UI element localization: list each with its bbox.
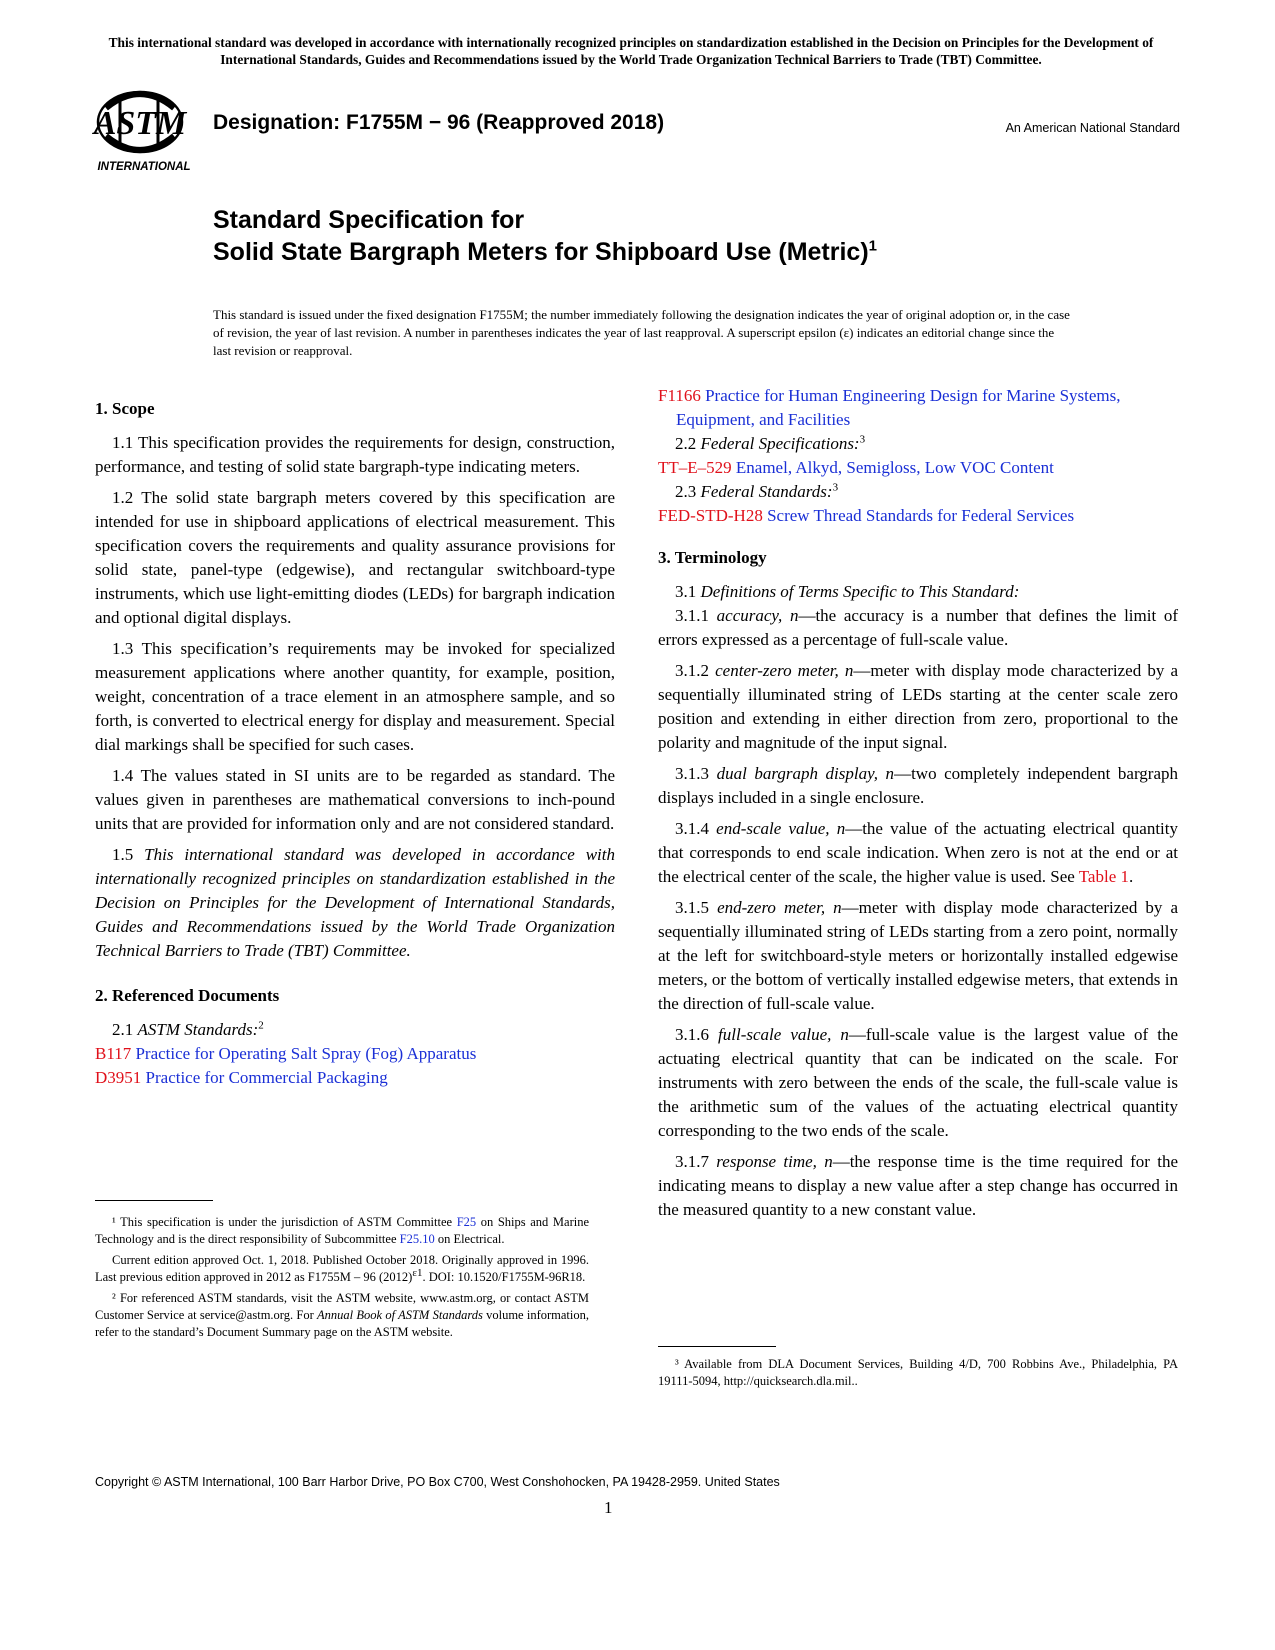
definition-end-zero-meter: 3.1.5 end-zero meter, n—meter with display mode characterized by a sequentially illuminated string of LEDs starting from a zero point, normally at the left for switchboard-style meters or horizontally installed edgewise meters, or the bottom of vertically installed edgewise meters, that extends in the direction of full-scale value. [658, 898, 1179, 1013]
paragraph-1-5: 1.5 This international standard was developed in accordance with internationally recognized principles on standardization established in the Decision on Principles for the Development of International Standards, Guides and Recommendations issued by the World Trade Organization Technical Barriers to Trade (TBT) Committee. [95, 845, 615, 960]
left-column [95, 397, 615, 1090]
footnote-1-edition: Current edition approved Oct. 1, 2018. Published October 2018. Originally approved in 1996. Last previous edition approved in 2012 as F1755M – 96 $(2012)^{\varepsilon 1}$. DOI: 10.1520/F1755M-96R18. [95, 1253, 589, 1284]
logo-text: INTERNATIONAL [97, 161, 191, 173]
federal-specifications-label: 2.2 Federal Specifications:$^3$ [675, 433, 866, 453]
footnote-1: ¹ This specification is under the jurisdiction of ASTM Committee F25 on Ships and Marine Technology and is the direct responsibility of Subcommittee F25.10 on Electrical. [95, 1215, 589, 1246]
paragraph-3-1: 3.1 Definitions of Terms Specific to This Standard: [675, 582, 1020, 601]
american-national-standard: An American National Standard [1005, 121, 1180, 135]
title-line-1: Standard Specification for [213, 206, 525, 234]
definition-accuracy: 3.1.1 accuracy, n—the accuracy is a number that defines the limit of errors expressed as a percentage of full-scale value. [658, 606, 1179, 649]
top-notice: This international standard was developed in accordance with internationally recognized principles on standardization established in the Decision on Principles for the Development of International Standards, Guides and Recommendations issued by the World Trade Organization Technical Barriers to Trade (TBT) Committee. [108, 35, 1154, 67]
paragraph-1-2: 1.2 The solid state bargraph meters covered by this specification are intended for use in shipboard applications of electrical measurement. This specification covers the requirements and quality assurance provisions for solid state, panel-type (edgewise), and rectangular switchboard-type instruments, which use light-emitting diodes (LEDs) for bargraph indication and optional digital displays. [95, 488, 615, 627]
right-column [658, 384, 1178, 1229]
footnotes-right [658, 1356, 1178, 1394]
federal-standards-label: 2.3 Federal Standards:$^3$ [675, 481, 839, 501]
title-line-2: Solid State Bargraph Meters for Shipboard Use (Metric)$^1$ [213, 237, 878, 266]
definition-response-time: 3.1.7 response time, n—the response time is the time required for the indicating means to display a new value after a step change has occurred in the measured quantity to a new constant value. [658, 1152, 1179, 1219]
section-scope-heading: 1. Scope [95, 399, 155, 418]
footnote-2: ² For referenced ASTM standards, visit the ASTM website, www.astm.org, or contact ASTM Customer Service at service@astm.org. For Annual Book of ASTM Standards volume information, refer to the standard’s Document Summary page on the ASTM website. [95, 1291, 590, 1339]
reference-d3951[interactable]: D3951 Practice for Commercial Packaging [95, 1068, 388, 1087]
paragraph-1-1: 1.1 This specification provides the requirements for design, construction, performance, and testing of solid state bargraph-type indicating meters. [95, 433, 615, 476]
reference-tt-e-529[interactable]: TT–E–529 Enamel, Alkyd, Semigloss, Low VOC Content [658, 458, 1054, 477]
paragraph-1-4: 1.4 The values stated in SI units are to be regarded as standard. The values given in parentheses are mathematical conversions to inch-pound units that are provided for information only and are not considered standard. [95, 766, 615, 833]
definition-full-scale-value: 3.1.6 full-scale value, n—full-scale value is the largest value of the actuating electrical quantity that can be indicated on the scale. For instruments with zero between the ends of the scale, the full-scale value is the arithmetic sum of the values of the actuating electrical quantity corresponding to the two ends of the scale. [658, 1025, 1178, 1140]
definition-dual-bargraph-display: 3.1.3 dual bargraph display, n—two completely independent bargraph displays included in a single enclosure. [658, 764, 1179, 807]
definition-center-zero-meter: 3.1.2 center-zero meter, n—meter with display mode characterized by a sequentially illuminated string of LEDs starting at the center scale zero position and extending in either direction from zero, proportional to the polarity and magnitude of the input signal. [658, 661, 1179, 752]
footnote-3: ³ Available from DLA Document Services, Building 4/D, 700 Robbins Ave., Philadelphia, PA 19111-5094, http://quicksearch.dla.mil.. [658, 1357, 1178, 1388]
page-number: 1 [604, 1498, 613, 1517]
reference-b117[interactable]: B117 Practice for Operating Salt Spray (Fog) Apparatus [95, 1044, 477, 1063]
footnote-rule-left [95, 1200, 213, 1201]
copyright: Copyright © ASTM International, 100 Barr Harbor Drive, PO Box C700, West Conshohocken, PA 19428-2959. United States [95, 1475, 780, 1489]
section-terminology-heading: 3. Terminology [658, 548, 767, 567]
footnote-rule-right [658, 1346, 776, 1347]
subcommittee-f25-10-link[interactable]: F25.10 [399, 1232, 435, 1246]
svg-text:ASTM: ASTM [93, 105, 187, 142]
reference-f1166[interactable]: F1166 Practice for Human Engineering Design for Marine Systems, Equipment, and Facilities [658, 386, 1121, 429]
definition-end-scale-value: 3.1.4 end-scale value, n—the value of the actuating electrical quantity that corresponds to end scale indication. When zero is not at the end or at the electrical center of the scale, the higher value is used. See Table 1. [658, 819, 1178, 886]
title-footnote-ref[interactable]: 1 [868, 237, 878, 255]
issuance-statement: This standard is issued under the fixed designation F1755M; the number immediately following the designation indicates the year of original adoption or, in the case of revision, the year of last revision. A number in parentheses indicates the year of last reapproval. A superscript epsilon (ε) indicates an editorial change since the last revision or reapproval. [213, 307, 1070, 358]
table-1-link[interactable]: Table 1 [1078, 867, 1129, 886]
section-referenced-heading: 2. Referenced Documents [95, 986, 280, 1005]
paragraph-1-3: 1.3 This specification’s requirements may be invoked for specialized measurement applications where another quantity, for example, position, weight, concentration of a trace element in an atmosphere sample, and so forth, is converted to electrical energy for display and measurement. Special dial markings shall be specified for such cases. [95, 639, 615, 754]
astm-logo [92, 86, 198, 178]
reference-fed-std-h28[interactable]: FED-STD-H28 Screw Thread Standards for Federal Services [658, 506, 1075, 525]
committee-f25-link[interactable]: F25 [456, 1215, 477, 1229]
footnotes-left [95, 1214, 589, 1345]
astm-standards-label: 2.1 ASTM Standards:$^2$ [112, 1019, 264, 1039]
designation: Designation: F1755M − 96 (Reapproved 2018) [213, 111, 665, 134]
page-title [213, 204, 877, 268]
